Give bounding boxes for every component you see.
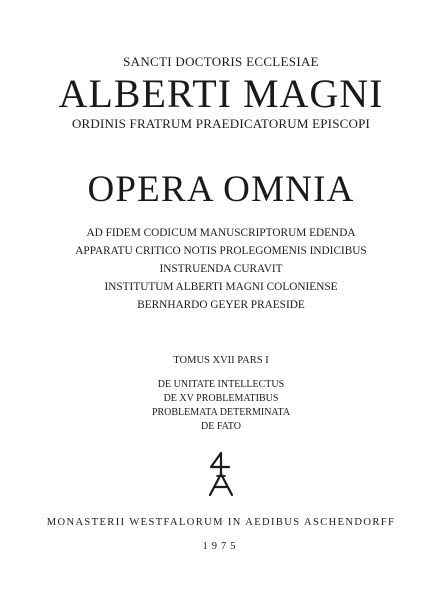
edition-line: INSTITUTUM ALBERTI MAGNI COLONIENSE (104, 281, 338, 293)
author-order: ORDINIS FRATRUM PRAEDICATORUM EPISCOPI (71, 116, 371, 131)
contents-item: DE FATO (201, 421, 241, 432)
pre-title: SANCTI DOCTORIS ECCLESIAE (123, 54, 319, 69)
edition-line: BERNHARDO GEYER PRAESIDE (137, 299, 305, 311)
contents-item: DE UNITATE INTELLECTUS (157, 379, 285, 390)
edition-line: AD FIDEM CODICUM MANUSCRIPTORUM EDENDA (86, 227, 356, 239)
volume-number: TOMUS XVII PARS I (173, 355, 269, 366)
work-title: OPERA OMNIA (87, 169, 355, 210)
edition-line: APPARATU CRITICO NOTIS PROLEGOMENIS INDICIBUS (75, 245, 367, 257)
contents-item: PROBLEMATA DETERMINATA (151, 407, 291, 418)
author-name: ALBERTI MAGNI (58, 71, 384, 116)
publication-year: 1975 (202, 541, 240, 552)
four-a-monogram-icon (201, 450, 241, 500)
edition-line: INSTRUENDA CURAVIT (159, 263, 283, 275)
publisher-imprint: MONASTERII WESTFALORUM IN AEDIBUS ASCHENDORFF (46, 517, 396, 528)
contents-item: DE XV PROBLEMATIBUS (163, 393, 279, 404)
